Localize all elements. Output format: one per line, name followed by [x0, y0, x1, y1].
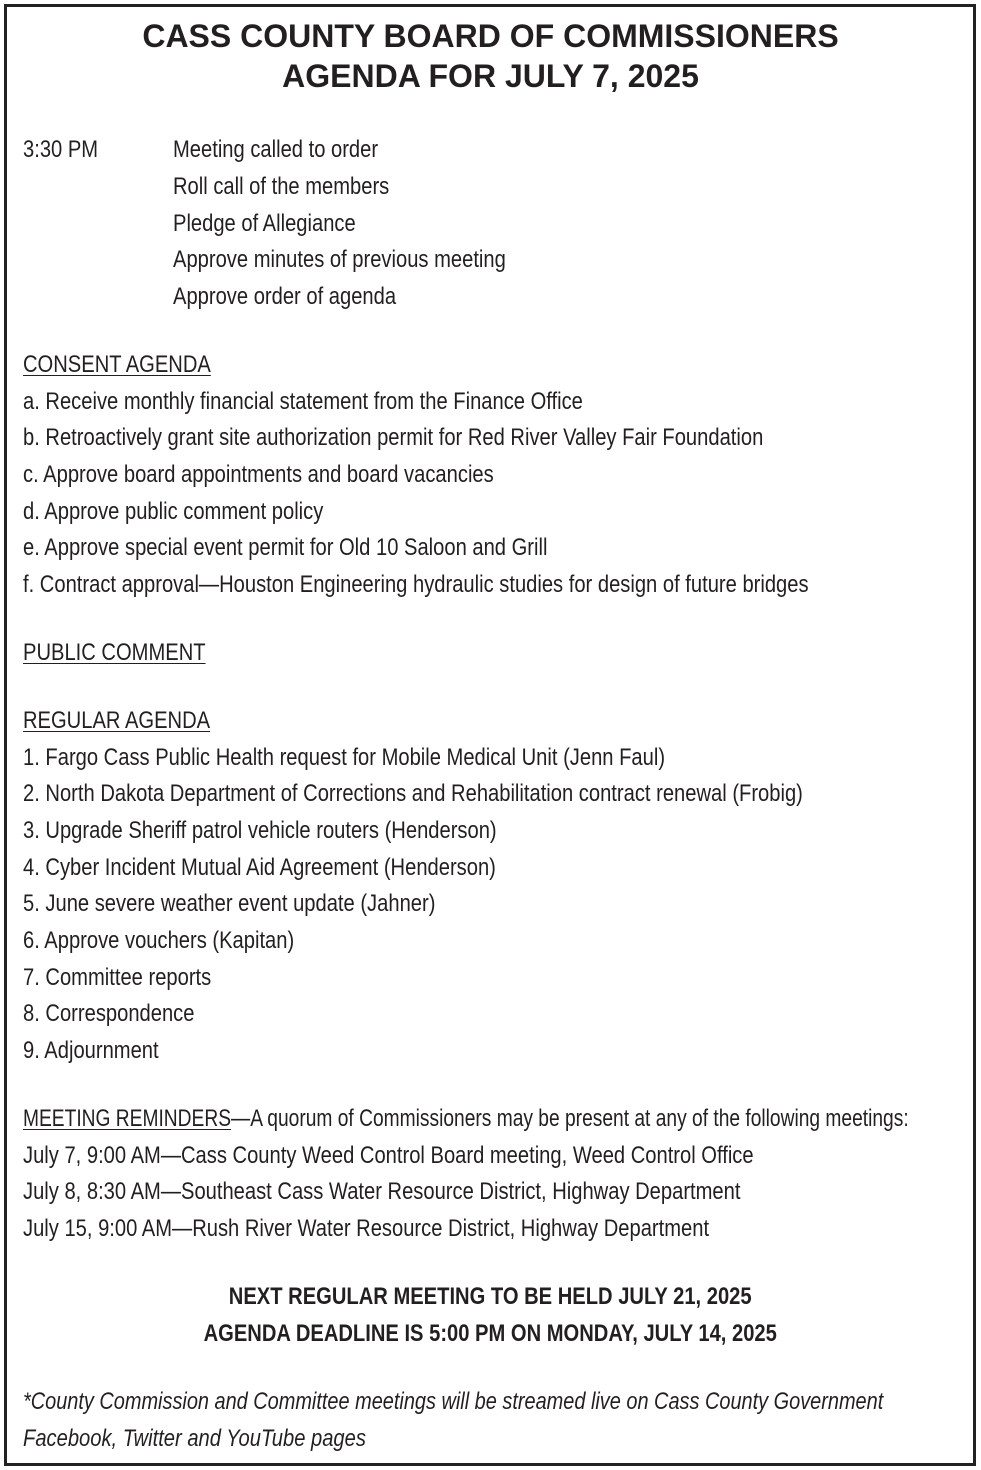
regular-item: 7. Committee reports — [23, 964, 212, 991]
consent-item: e. Approve special event permit for Old 10 Saloon and Grill — [23, 534, 548, 561]
consent-item: a. Receive monthly financial statement from the Finance Office — [23, 388, 583, 415]
regular-item: 2. North Dakota Department of Corrections and Rehabilitation contract renewal (Frobig) — [23, 780, 803, 807]
opening-item: Meeting called to order — [173, 136, 379, 163]
opening-time: 3:30 PM — [23, 136, 99, 163]
regular-item: 9. Adjournment — [23, 1037, 159, 1064]
regular-item: 8. Correspondence — [23, 1000, 195, 1027]
document-title-line-1: CASS COUNTY BOARD OF COMMISSIONERS — [142, 18, 839, 54]
regular-item: 6. Approve vouchers (Kapitan) — [23, 927, 295, 954]
reminder-item: July 15, 9:00 AM—Rush River Water Resource District, Highway Department — [23, 1215, 710, 1242]
consent-agenda-heading: CONSENT AGENDA — [23, 351, 211, 378]
regular-item: 5. June severe weather event update (Jahner) — [23, 890, 436, 917]
next-meeting-line — [0, 1283, 981, 1311]
consent-item: c. Approve board appointments and board vacancies — [23, 461, 494, 488]
regular-item: 1. Fargo Cass Public Health request for Mobile Medical Unit (Jenn Faul) — [23, 744, 666, 771]
next-meeting-text: NEXT REGULAR MEETING TO BE HELD JULY 21, 2025 — [229, 1283, 752, 1310]
consent-item: d. Approve public comment policy — [23, 498, 324, 525]
regular-item: 3. Upgrade Sheriff patrol vehicle routers (Henderson) — [23, 817, 497, 844]
opening-item: Pledge of Allegiance — [173, 210, 356, 237]
reminder-item: July 7, 9:00 AM—Cass County Weed Control Board meeting, Weed Control Office — [23, 1142, 754, 1169]
document-title-line-2: AGENDA FOR JULY 7, 2025 — [282, 58, 699, 94]
agenda-deadline-text: AGENDA DEADLINE IS 5:00 PM ON MONDAY, JULY 14, 2025 — [203, 1320, 778, 1347]
agenda-deadline-line — [0, 1320, 981, 1348]
meeting-reminders-intro: —A quorum of Commissioners may be present at any of the following meetings: — [231, 1105, 909, 1132]
reminder-item: July 8, 8:30 AM—Southeast Cass Water Resource District, Highway Department — [23, 1178, 741, 1205]
consent-item: f. Contract approval—Houston Engineering hydraulic studies for design of future bridges — [23, 571, 809, 598]
consent-item: b. Retroactively grant site authorization permit for Red River Valley Fair Foundation — [23, 424, 764, 451]
regular-item: 4. Cyber Incident Mutual Aid Agreement (Henderson) — [23, 854, 496, 881]
regular-agenda-heading: REGULAR AGENDA — [23, 707, 211, 734]
opening-item: Roll call of the members — [173, 173, 390, 200]
footnote-line-2: Facebook, Twitter and YouTube pages — [23, 1425, 366, 1452]
footnote-line-1: *County Commission and Committee meetings will be streamed live on Cass County Government — [23, 1388, 884, 1415]
meeting-reminders-heading: MEETING REMINDERS — [23, 1105, 232, 1132]
meeting-reminders — [23, 1105, 909, 1133]
document-border — [4, 4, 976, 1466]
opening-item: Approve order of agenda — [173, 283, 397, 310]
public-comment-heading: PUBLIC COMMENT — [23, 639, 206, 666]
opening-item: Approve minutes of previous meeting — [173, 246, 506, 273]
